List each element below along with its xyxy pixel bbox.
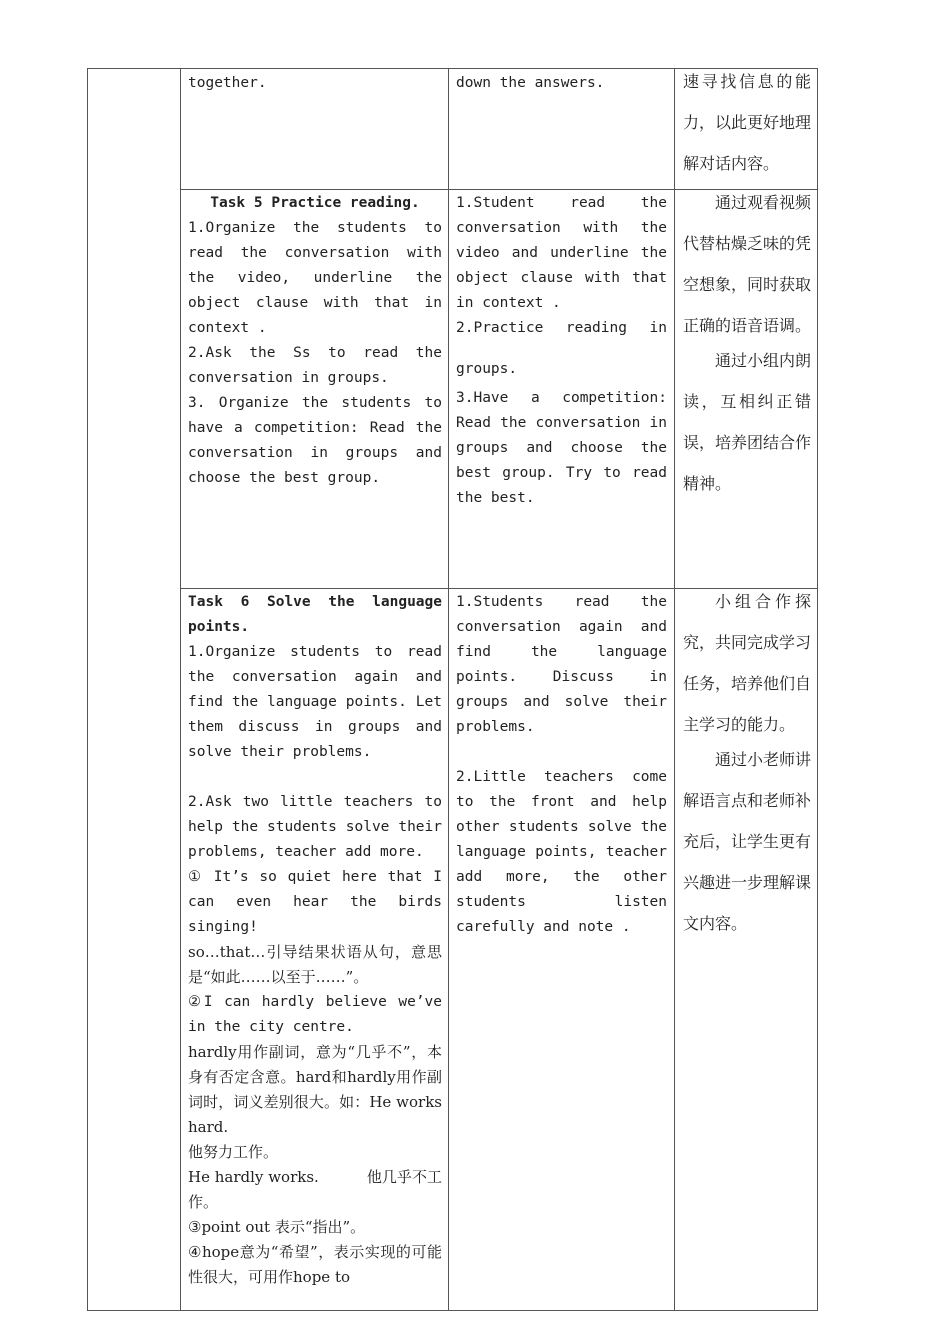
design-purpose-text: 通过小组内朗读，互相纠正错误，培养团结合作精神。 <box>683 351 812 493</box>
language-point-text: ②I can hardly believe we’ve in the city centre. <box>188 994 442 1035</box>
student-activity-text: down the answers. <box>456 75 605 91</box>
design-purpose-text: 通过小老师讲解语言点和老师补充后，让学生更有兴趣进一步理解课文内容。 <box>683 750 812 933</box>
teacher-activity-text: 3. Organize the students to have a competition: Read the conversation in groups and choose the best group. <box>188 395 442 486</box>
row2-student-cell <box>456 191 667 511</box>
row3-purpose-cell <box>683 581 811 944</box>
student-activity-text: 2.Practice reading in groups. <box>456 320 667 377</box>
task-title: Task 6 Solve the language points. <box>188 594 442 635</box>
language-point-text: He hardly works. 他几乎不工作。 <box>188 1168 442 1211</box>
design-purpose-text: 速寻找信息的能力，以此更好地理解对话内容。 <box>683 72 812 173</box>
teacher-activity-text: 1.Organize the students to read the conversation with the video, underline the object clause with that in context . <box>188 220 442 336</box>
row1-purpose-cell <box>683 61 811 184</box>
row2-teacher-cell <box>188 191 442 491</box>
language-point-text: 他努力工作。 <box>188 1143 279 1161</box>
lesson-plan-table <box>87 68 818 1311</box>
language-point-text: so…that…引导结果状语从句，意思是“如此……以至于……”。 <box>188 943 442 986</box>
row2-purpose-cell <box>683 182 811 504</box>
column-divider <box>674 69 675 1310</box>
column-divider <box>448 69 449 1310</box>
task-title: Task 5 Practice reading. <box>210 195 420 211</box>
row1-student-cell <box>456 71 667 96</box>
teacher-activity-text: together. <box>188 75 267 91</box>
design-purpose-text: 通过观看视频代替枯燥乏味的凭空想象，同时获取正确的语音语调。 <box>683 193 812 335</box>
language-point-text: hardly用作副词，意为“几乎不”，本身有否定含意。hard和hardly用作副词时，词义差别很大。如：He works hard. <box>188 1043 442 1136</box>
student-activity-text: 1.Student read the conversation with the video and underline the object clause with that in context . <box>456 195 667 311</box>
teacher-activity-text: 2.Ask the Ss to read the conversation in groups. <box>188 345 442 386</box>
design-purpose-text: 小组合作探究，共同完成学习任务，培养他们自主学习的能力。 <box>683 592 812 734</box>
language-point-text: ④hope意为“希望”，表示实现的可能性很大，可用作hope to <box>188 1243 442 1286</box>
student-activity-text: 2.Little teachers come to the front and help other students solve the language points, teacher add more, the other students listen carefully and note . <box>456 769 667 935</box>
student-activity-text: 3.Have a competition: Read the conversation in groups and choose the best group. Try to read the best. <box>456 390 667 506</box>
teacher-activity-text: 1.Organize students to read the conversation again and find the language points. Let them discuss in groups and solve their problems. <box>188 644 442 760</box>
column-divider <box>180 69 181 1310</box>
teacher-activity-text: 2.Ask two little teachers to help the students solve their problems, teacher add more. <box>188 794 442 860</box>
row3-teacher-cell <box>188 590 442 1290</box>
language-point-text: ① It’s so quiet here that I can even hear the birds singing! <box>188 869 442 935</box>
row3-student-cell <box>456 590 667 940</box>
language-point-text: ③point out 表示“指出”。 <box>188 1218 366 1236</box>
row1-teacher-cell <box>188 71 442 96</box>
student-activity-text: 1.Students read the conversation again and find the language points. Discuss in groups and solve their problems. <box>456 594 667 735</box>
